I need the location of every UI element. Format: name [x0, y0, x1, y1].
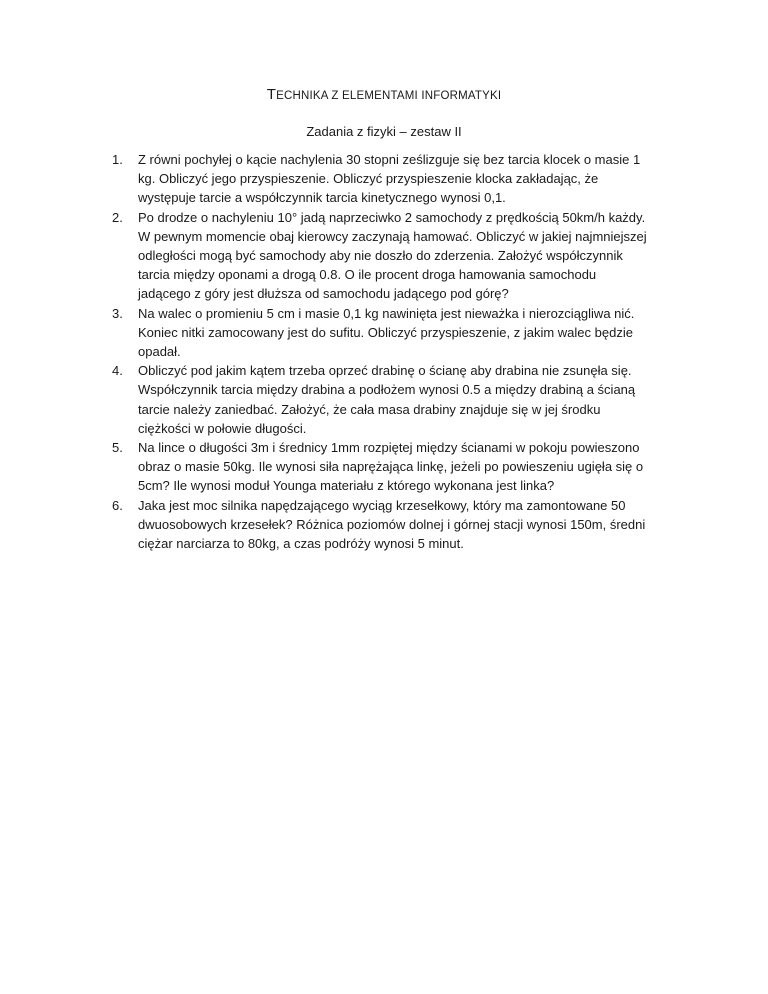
task-item — [112, 496, 652, 554]
task-text: Po drodze o nachyleniu 10° jadą naprzeciwko 2 samochody z prędkością 50km/h każdy. W pewnym momencie obaj kierowcy zaczynają hamować. Obliczyć w jakiej najmniejszej odległości mogą być samochody aby nie doszło do zderzenia. Założyć współczynnik tarcia między oponami a drogą 0.8. O ile procent droga hamowania samochodu jadącego z góry jest dłuższa od samochodu jadącego pod górę? — [138, 209, 647, 302]
task-number: 6. — [112, 497, 123, 513]
task-text: Na walec o promieniu 5 cm i masie 0,1 kg nawinięta jest nieważka i nierozciągliwa nić. Koniec nitki zamocowany jest do sufitu. Obliczyć przyspieszenie, z jakim walec będzie opadał. — [138, 305, 635, 360]
document-subtitle: Zadania z fizyki – zestaw II — [306, 124, 462, 139]
task-item — [112, 208, 652, 304]
task-item — [112, 438, 652, 496]
task-text: Na lince o długości 3m i średnicy 1mm rozpiętej między ścianami w pokoju powieszono obraz o masie 50kg. Ile wynosi siła naprężająca linkę, jeżeli po powieszeniu ugięła się o 5cm? Ile wynosi moduł Younga materiału z którego wykonana jest linka? — [138, 440, 644, 494]
title-rest: ECHNIKA Z ELEMENTAMI INFORMATYKI — [276, 90, 502, 102]
task-number: 4. — [112, 363, 123, 379]
task-text: Jaka jest moc silnika napędzającego wyciąg krzesełkowy, który ma zamontowane 50 dwuosobowych krzesełek? Różnica poziomów dolnej i górnej stacji wynosi 150m, średni ciężar narciarza to 80kg, a czas podróży wynosi 5 minut. — [138, 497, 646, 552]
task-text: Z równi pochyłej o kącie nachylenia 30 stopni ześlizguje się bez tarcia klocek o masie 1 kg. Obliczyć jego przyspieszenie. Obliczyć przyspieszenie klocka zakładając, że występuje tarcie a współczynnik tarcia kinetycznego wynosi 0,1. — [138, 152, 641, 206]
title-first-letter: T — [266, 86, 277, 103]
task-number: 1. — [112, 152, 123, 167]
task-number: 5. — [112, 440, 123, 456]
task-item — [112, 304, 652, 362]
task-item — [112, 361, 652, 438]
task-number: 3. — [112, 305, 123, 321]
task-number: 2. — [112, 209, 123, 225]
task-item — [112, 150, 652, 208]
task-list — [112, 150, 652, 553]
task-text: Obliczyć pod jakim kątem trzeba oprzeć drabinę o ścianę aby drabina nie zsunęła się. Współczynnik tarcia między drabina a podłożem wynosi 0.5 a między drabiną a ścianą tarcie należy zaniedbać. Założyć, że cała masa drabiny znajduje się w jej środku ciężkości w połowie długości. — [138, 363, 636, 436]
document-title — [0, 86, 768, 103]
